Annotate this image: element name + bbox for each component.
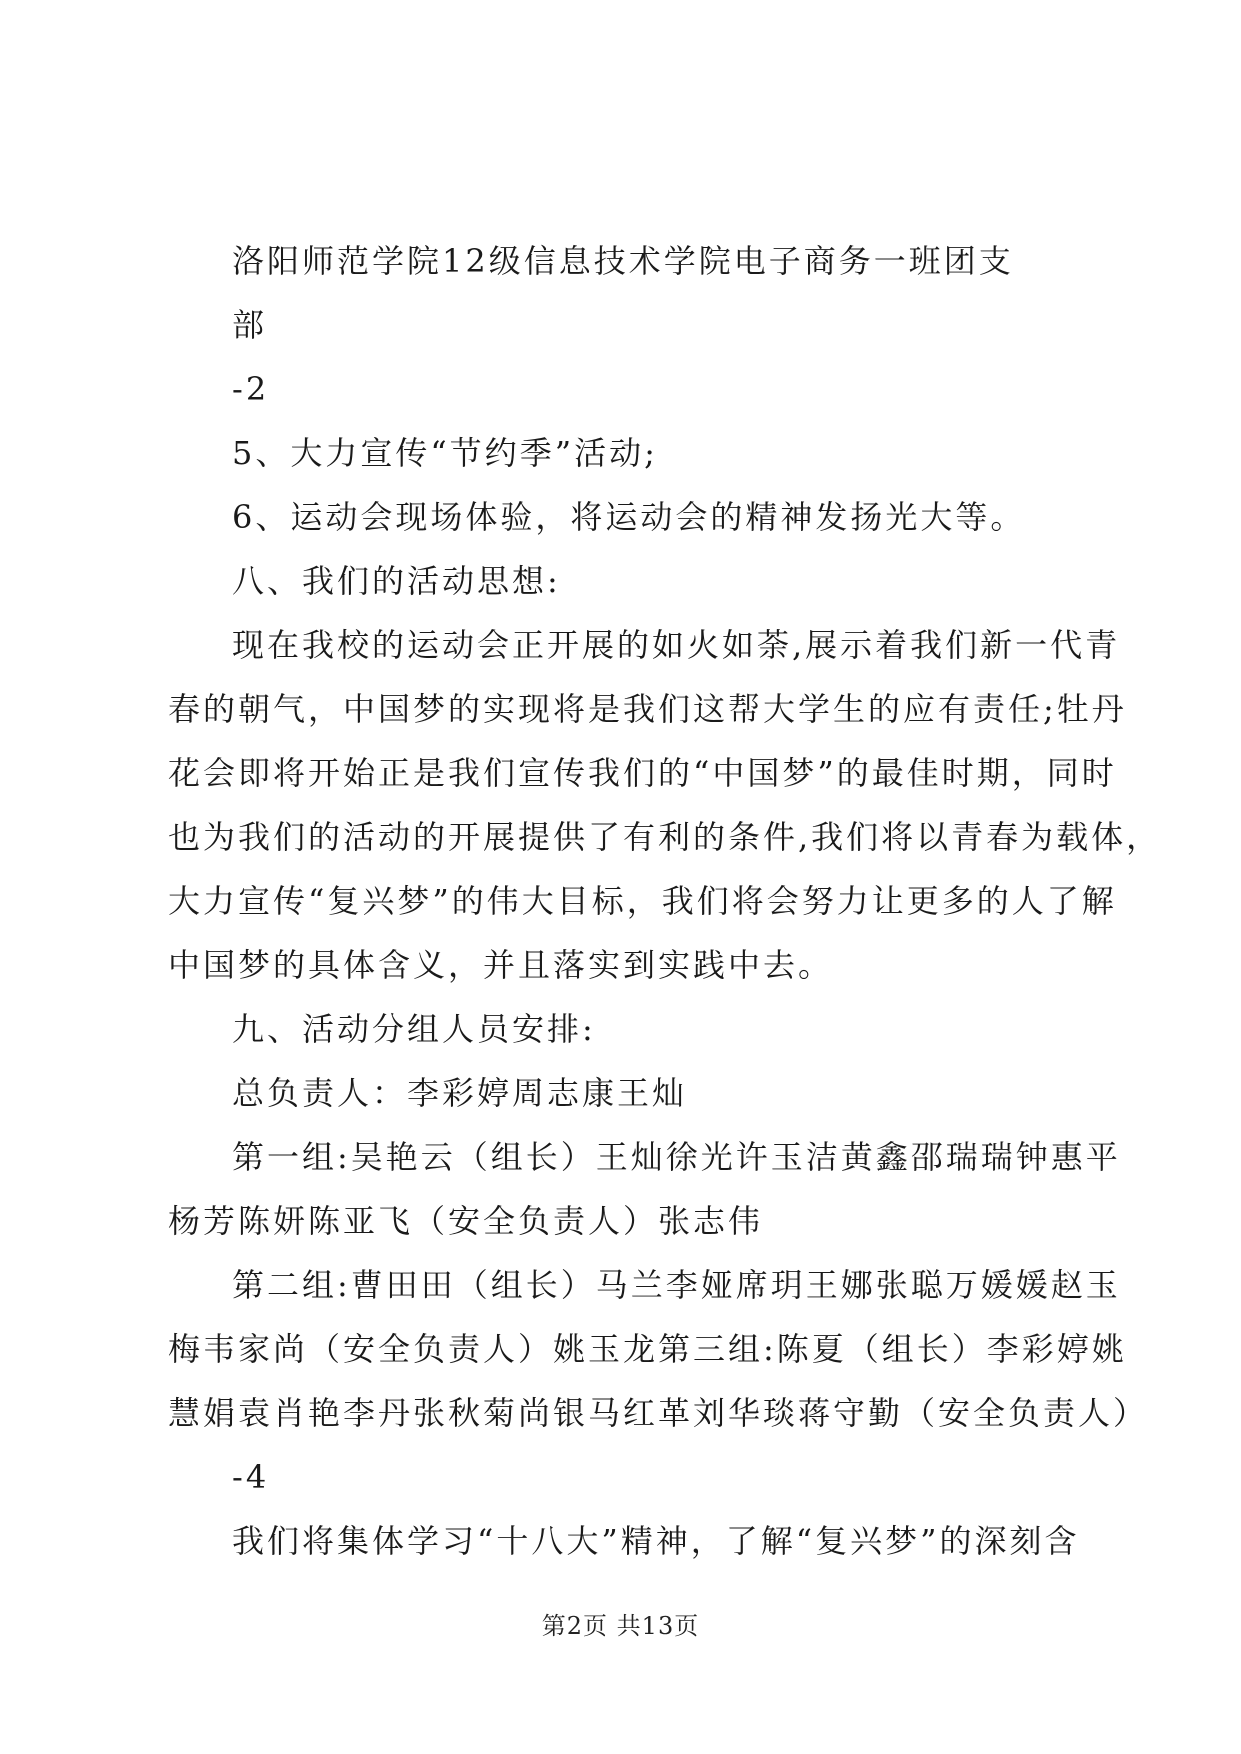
body-line: 第一组:吴艳云（组长）王灿徐光许玉洁黄鑫邵瑞瑞钟惠平	[232, 1138, 1121, 1176]
body-line: 洛阳师范学院12级信息技术学院电子商务一班团支	[232, 242, 1014, 280]
body-line: 花会即将开始正是我们宣传我们的“中国梦”的最佳时期，同时	[168, 754, 1117, 792]
body-line: 部	[232, 306, 268, 344]
body-line: -4	[232, 1458, 270, 1496]
body-line: 梅韦家尚（安全负责人）姚玉龙第三组:陈夏（组长）李彩婷姚	[168, 1330, 1127, 1368]
body-line: 也为我们的活动的开展提供了有利的条件,我们将以青春为载体，	[168, 818, 1162, 856]
body-line: 6、运动会现场体验，将运动会的精神发扬光大等。	[232, 498, 1026, 536]
body-line: -2	[232, 370, 270, 408]
body-line: 中国梦的具体含义，并且落实到实践中去。	[168, 946, 834, 984]
body-line: 现在我校的运动会正开展的如火如荼,展示着我们新一代青	[232, 626, 1121, 664]
body-line: 春的朝气，中国梦的实现将是我们这帮大学生的应有责任;牡丹	[168, 690, 1127, 728]
document-body	[168, 229, 1162, 1573]
body-line: 慧娟袁肖艳李丹张秋菊尚银马红革刘华琰蒋守勤（安全负责人）	[168, 1394, 1149, 1432]
body-line: 总负责人：李彩婷周志康王灿	[232, 1074, 688, 1112]
body-line: 大力宣传“复兴梦”的伟大目标，我们将会努力让更多的人了解	[168, 882, 1117, 920]
section-heading: 九、活动分组人员安排:	[232, 1010, 596, 1048]
body-line: 杨芳陈妍陈亚飞（安全负责人）张志伟	[168, 1202, 764, 1240]
section-heading: 八、我们的活动思想:	[232, 562, 561, 600]
page-footer	[0, 1610, 1241, 1642]
body-line: 我们将集体学习“十八大”精神，了解“复兴梦”的深刻含	[232, 1522, 1080, 1560]
body-line: 5、大力宣传“节约季”活动;	[232, 434, 658, 472]
page-number: 第2页 共13页	[541, 1612, 700, 1640]
body-line: 第二组:曹田田（组长）马兰李娅席玥王娜张聪万媛媛赵玉	[232, 1266, 1121, 1304]
